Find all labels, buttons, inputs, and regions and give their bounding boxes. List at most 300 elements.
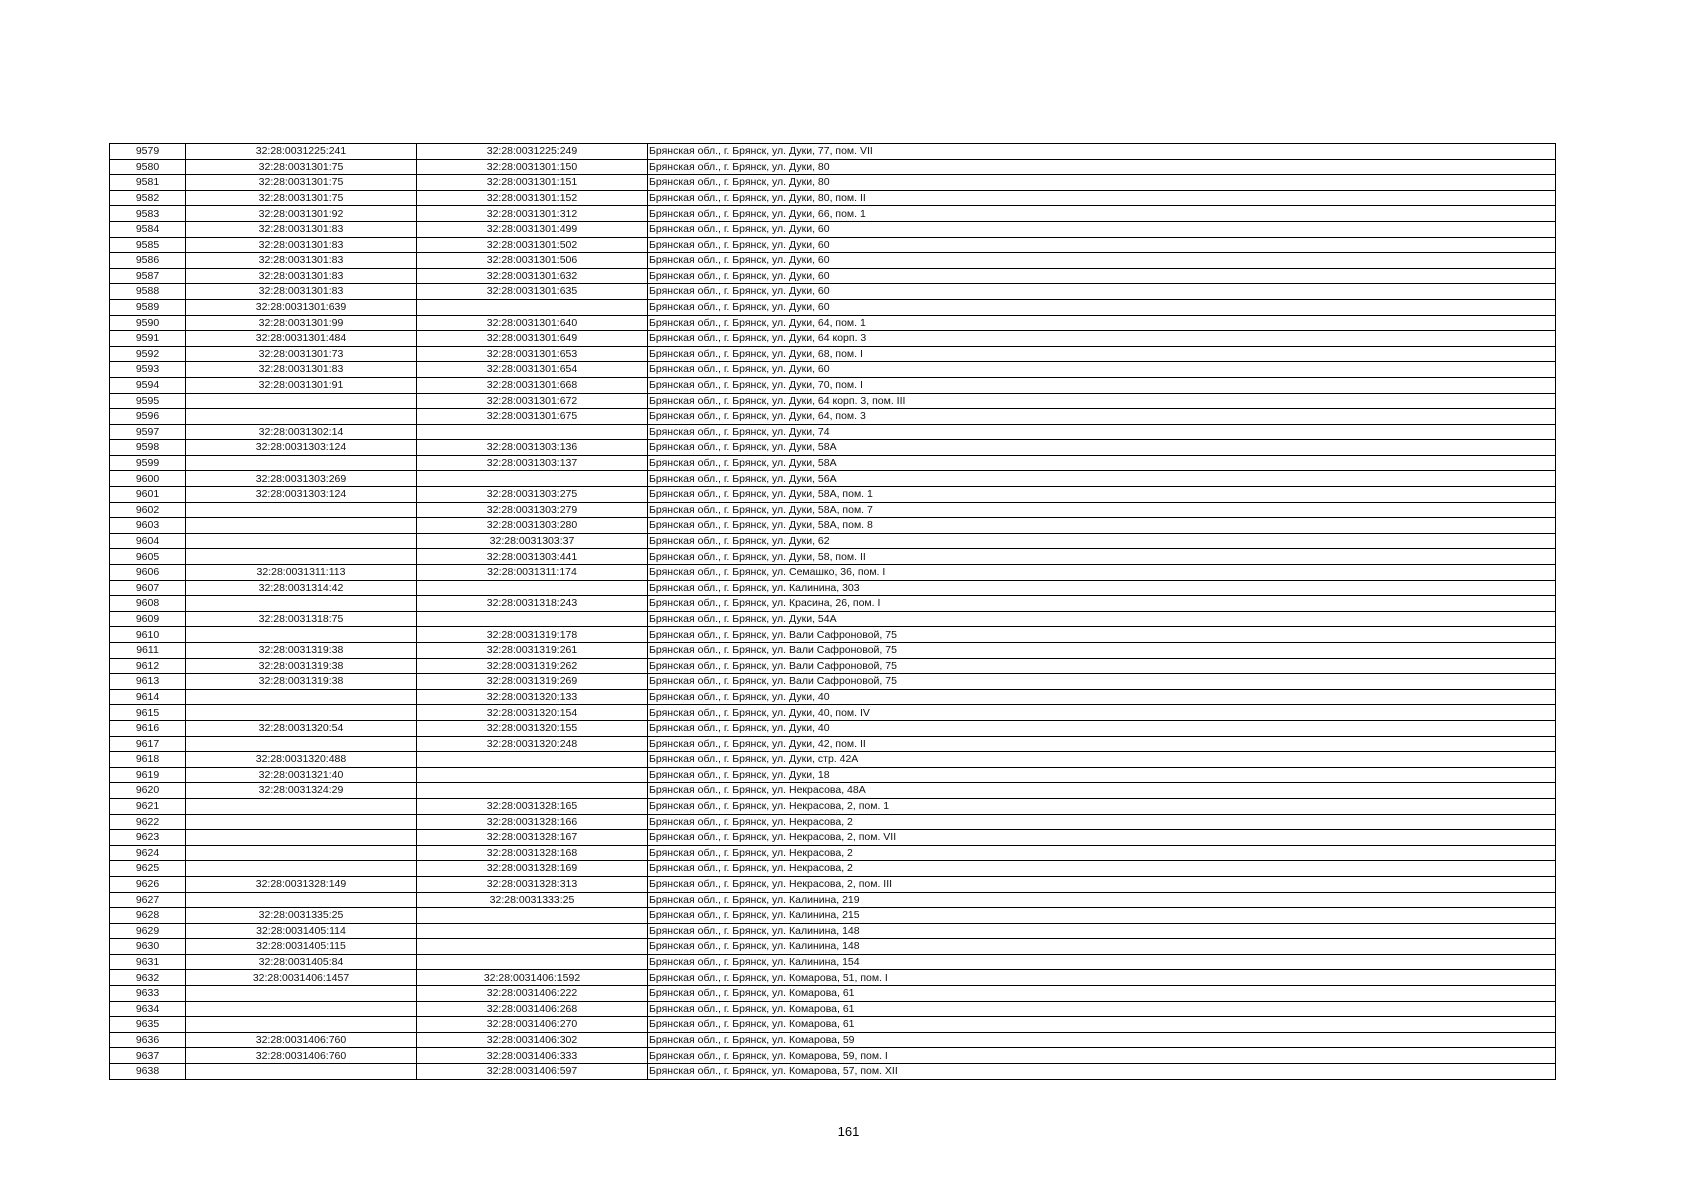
table-row (110, 549, 1556, 565)
parent-cadastral-number-cell (186, 689, 417, 705)
cadastral-number-cell: 32:28:0031328:169 (417, 861, 648, 877)
address-cell: Брянская обл., г. Брянск, ул. Дуки, 60 (648, 237, 1556, 253)
address-cell: Брянская обл., г. Брянск, ул. Семашко, 36, пом. I (648, 565, 1556, 581)
table-row (110, 798, 1556, 814)
row-number-cell: 9583 (110, 206, 186, 222)
cadastral-number-cell: 32:28:0031319:178 (417, 627, 648, 643)
table-row (110, 455, 1556, 471)
address-cell: Брянская обл., г. Брянск, ул. Комарова, 61 (648, 1001, 1556, 1017)
row-number-cell: 9584 (110, 221, 186, 237)
cadastral-number-cell: 32:28:0031320:154 (417, 705, 648, 721)
address-cell: Брянская обл., г. Брянск, ул. Дуки, 60 (648, 284, 1556, 300)
row-number-cell: 9607 (110, 580, 186, 596)
row-number-cell: 9630 (110, 939, 186, 955)
row-number-cell: 9609 (110, 611, 186, 627)
cadastral-number-cell: 32:28:0031303:136 (417, 440, 648, 456)
address-cell: Брянская обл., г. Брянск, ул. Вали Сафроновой, 75 (648, 658, 1556, 674)
row-number-cell: 9603 (110, 518, 186, 534)
address-cell: Брянская обл., г. Брянск, ул. Дуки, 60 (648, 253, 1556, 269)
row-number-cell: 9617 (110, 736, 186, 752)
parent-cadastral-number-cell: 32:28:0031301:83 (186, 237, 417, 253)
row-number-cell: 9579 (110, 144, 186, 160)
address-cell: Брянская обл., г. Брянск, ул. Вали Сафроновой, 75 (648, 627, 1556, 643)
address-cell: Брянская обл., г. Брянск, ул. Калинина, 154 (648, 954, 1556, 970)
table-row (110, 643, 1556, 659)
parent-cadastral-number-cell: 32:28:0031301:91 (186, 377, 417, 393)
parent-cadastral-number-cell: 32:28:0031301:83 (186, 268, 417, 284)
address-cell: Брянская обл., г. Брянск, ул. Дуки, 80 (648, 159, 1556, 175)
parent-cadastral-number-cell: 32:28:0031303:124 (186, 440, 417, 456)
row-number-cell: 9588 (110, 284, 186, 300)
address-cell: Брянская обл., г. Брянск, ул. Некрасова, 2 (648, 814, 1556, 830)
row-number-cell: 9635 (110, 1017, 186, 1033)
address-cell: Брянская обл., г. Брянск, ул. Дуки, 60 (648, 299, 1556, 315)
registry-table-body (110, 144, 1556, 1080)
table-row (110, 471, 1556, 487)
cadastral-number-cell: 32:28:0031225:249 (417, 144, 648, 160)
cadastral-number-cell (417, 767, 648, 783)
row-number-cell: 9605 (110, 549, 186, 565)
address-cell: Брянская обл., г. Брянск, ул. Комарова, 51, пом. I (648, 970, 1556, 986)
row-number-cell: 9590 (110, 315, 186, 331)
cadastral-number-cell: 32:28:0031319:269 (417, 674, 648, 690)
table-row (110, 175, 1556, 191)
parent-cadastral-number-cell (186, 502, 417, 518)
cadastral-number-cell: 32:28:0031301:152 (417, 190, 648, 206)
address-cell: Брянская обл., г. Брянск, ул. Калинина, 148 (648, 939, 1556, 955)
row-number-cell: 9604 (110, 533, 186, 549)
table-row (110, 237, 1556, 253)
parent-cadastral-number-cell (186, 705, 417, 721)
table-row (110, 533, 1556, 549)
address-cell: Брянская обл., г. Брянск, ул. Некрасова, 2, пом. III (648, 876, 1556, 892)
parent-cadastral-number-cell: 32:28:0031406:760 (186, 1032, 417, 1048)
parent-cadastral-number-cell: 32:28:0031301:92 (186, 206, 417, 222)
row-number-cell: 9589 (110, 299, 186, 315)
table-row (110, 986, 1556, 1002)
table-row (110, 221, 1556, 237)
address-cell: Брянская обл., г. Брянск, ул. Комарова, 57, пом. XII (648, 1064, 1556, 1080)
row-number-cell: 9580 (110, 159, 186, 175)
row-number-cell: 9608 (110, 596, 186, 612)
address-cell: Брянская обл., г. Брянск, ул. Дуки, 40, пом. IV (648, 705, 1556, 721)
table-row (110, 892, 1556, 908)
address-cell: Брянская обл., г. Брянск, ул. Дуки, 64, пом. 1 (648, 315, 1556, 331)
cadastral-number-cell: 32:28:0031303:275 (417, 487, 648, 503)
row-number-cell: 9612 (110, 658, 186, 674)
cadastral-number-cell (417, 923, 648, 939)
parent-cadastral-number-cell: 32:28:0031301:83 (186, 284, 417, 300)
row-number-cell: 9591 (110, 331, 186, 347)
address-cell: Брянская обл., г. Брянск, ул. Некрасова, 2, пом. 1 (648, 798, 1556, 814)
table-row (110, 923, 1556, 939)
parent-cadastral-number-cell: 32:28:0031301:83 (186, 253, 417, 269)
row-number-cell: 9601 (110, 487, 186, 503)
row-number-cell: 9622 (110, 814, 186, 830)
table-row (110, 1032, 1556, 1048)
cadastral-number-cell: 32:28:0031320:248 (417, 736, 648, 752)
parent-cadastral-number-cell (186, 986, 417, 1002)
table-row (110, 315, 1556, 331)
row-number-cell: 9621 (110, 798, 186, 814)
parent-cadastral-number-cell: 32:28:0031319:38 (186, 658, 417, 674)
cadastral-number-cell: 32:28:0031328:167 (417, 830, 648, 846)
parent-cadastral-number-cell: 32:28:0031301:75 (186, 190, 417, 206)
table-row (110, 580, 1556, 596)
address-cell: Брянская обл., г. Брянск, ул. Дуки, 60 (648, 268, 1556, 284)
row-number-cell: 9623 (110, 830, 186, 846)
cadastral-number-cell: 32:28:0031301:649 (417, 331, 648, 347)
cadastral-number-cell: 32:28:0031301:635 (417, 284, 648, 300)
row-number-cell: 9620 (110, 783, 186, 799)
table-row (110, 268, 1556, 284)
table-row (110, 939, 1556, 955)
table-row (110, 331, 1556, 347)
parent-cadastral-number-cell (186, 409, 417, 425)
table-row (110, 206, 1556, 222)
row-number-cell: 9632 (110, 970, 186, 986)
cadastral-number-cell: 32:28:0031301:632 (417, 268, 648, 284)
row-number-cell: 9602 (110, 502, 186, 518)
cadastral-number-cell: 32:28:0031301:506 (417, 253, 648, 269)
cadastral-number-cell: 32:28:0031301:150 (417, 159, 648, 175)
parent-cadastral-number-cell: 32:28:0031405:84 (186, 954, 417, 970)
table-row (110, 393, 1556, 409)
row-number-cell: 9636 (110, 1032, 186, 1048)
address-cell: Брянская обл., г. Брянск, ул. Дуки, 68, пом. I (648, 346, 1556, 362)
table-row (110, 845, 1556, 861)
address-cell: Брянская обл., г. Брянск, ул. Дуки, 58А, пом. 1 (648, 487, 1556, 503)
cadastral-number-cell (417, 580, 648, 596)
cadastral-number-cell: 32:28:0031328:165 (417, 798, 648, 814)
address-cell: Брянская обл., г. Брянск, ул. Дуки, 64 корп. 3, пом. III (648, 393, 1556, 409)
parent-cadastral-number-cell (186, 830, 417, 846)
parent-cadastral-number-cell: 32:28:0031405:115 (186, 939, 417, 955)
table-row (110, 954, 1556, 970)
parent-cadastral-number-cell (186, 861, 417, 877)
row-number-cell: 9606 (110, 565, 186, 581)
row-number-cell: 9596 (110, 409, 186, 425)
parent-cadastral-number-cell: 32:28:0031335:25 (186, 908, 417, 924)
parent-cadastral-number-cell: 32:28:0031303:124 (186, 487, 417, 503)
parent-cadastral-number-cell (186, 596, 417, 612)
row-number-cell: 9629 (110, 923, 186, 939)
address-cell: Брянская обл., г. Брянск, ул. Дуки, 58, пом. II (648, 549, 1556, 565)
address-cell: Брянская обл., г. Брянск, ул. Дуки, 74 (648, 424, 1556, 440)
parent-cadastral-number-cell (186, 814, 417, 830)
cadastral-number-cell: 32:28:0031406:268 (417, 1001, 648, 1017)
row-number-cell: 9638 (110, 1064, 186, 1080)
table-row (110, 377, 1556, 393)
table-row (110, 346, 1556, 362)
parent-cadastral-number-cell (186, 533, 417, 549)
cadastral-number-cell (417, 752, 648, 768)
cadastral-number-cell: 32:28:0031406:302 (417, 1032, 648, 1048)
cadastral-number-cell: 32:28:0031406:333 (417, 1048, 648, 1064)
cadastral-number-cell: 32:28:0031301:668 (417, 377, 648, 393)
row-number-cell: 9626 (110, 876, 186, 892)
row-number-cell: 9614 (110, 689, 186, 705)
table-row (110, 783, 1556, 799)
row-number-cell: 9582 (110, 190, 186, 206)
table-row (110, 752, 1556, 768)
parent-cadastral-number-cell: 32:28:0031301:75 (186, 175, 417, 191)
row-number-cell: 9586 (110, 253, 186, 269)
parent-cadastral-number-cell (186, 1001, 417, 1017)
address-cell: Брянская обл., г. Брянск, ул. Дуки, 58А, пом. 8 (648, 518, 1556, 534)
row-number-cell: 9598 (110, 440, 186, 456)
address-cell: Брянская обл., г. Брянск, ул. Дуки, 40 (648, 720, 1556, 736)
table-row (110, 658, 1556, 674)
parent-cadastral-number-cell: 32:28:0031319:38 (186, 674, 417, 690)
address-cell: Брянская обл., г. Брянск, ул. Дуки, 60 (648, 221, 1556, 237)
row-number-cell: 9618 (110, 752, 186, 768)
cadastral-number-cell: 32:28:0031301:151 (417, 175, 648, 191)
table-row (110, 814, 1556, 830)
table-row (110, 736, 1556, 752)
cadastral-number-cell: 32:28:0031319:261 (417, 643, 648, 659)
address-cell: Брянская обл., г. Брянск, ул. Вали Сафроновой, 75 (648, 674, 1556, 690)
address-cell: Брянская обл., г. Брянск, ул. Некрасова, 2, пом. VII (648, 830, 1556, 846)
table-row (110, 409, 1556, 425)
address-cell: Брянская обл., г. Брянск, ул. Дуки, 77, пом. VII (648, 144, 1556, 160)
cadastral-number-cell: 32:28:0031319:262 (417, 658, 648, 674)
row-number-cell: 9619 (110, 767, 186, 783)
cadastral-number-cell: 32:28:0031406:1592 (417, 970, 648, 986)
cadastral-number-cell: 32:28:0031301:640 (417, 315, 648, 331)
table-row (110, 1048, 1556, 1064)
cadastral-number-cell (417, 954, 648, 970)
parent-cadastral-number-cell (186, 736, 417, 752)
parent-cadastral-number-cell (186, 627, 417, 643)
table-row (110, 440, 1556, 456)
address-cell: Брянская обл., г. Брянск, ул. Дуки, 62 (648, 533, 1556, 549)
row-number-cell: 9595 (110, 393, 186, 409)
table-row (110, 908, 1556, 924)
parent-cadastral-number-cell: 32:28:0031311:113 (186, 565, 417, 581)
address-cell: Брянская обл., г. Брянск, ул. Калинина, 215 (648, 908, 1556, 924)
parent-cadastral-number-cell: 32:28:0031328:149 (186, 876, 417, 892)
cadastral-number-cell (417, 783, 648, 799)
row-number-cell: 9610 (110, 627, 186, 643)
parent-cadastral-number-cell: 32:28:0031319:38 (186, 643, 417, 659)
address-cell: Брянская обл., г. Брянск, ул. Дуки, 42, пом. II (648, 736, 1556, 752)
registry-table (109, 143, 1556, 1080)
address-cell: Брянская обл., г. Брянск, ул. Калинина, 148 (648, 923, 1556, 939)
address-cell: Брянская обл., г. Брянск, ул. Некрасова, 2 (648, 845, 1556, 861)
row-number-cell: 9616 (110, 720, 186, 736)
address-cell: Брянская обл., г. Брянск, ул. Комарова, 61 (648, 1017, 1556, 1033)
table-row (110, 861, 1556, 877)
table-row (110, 970, 1556, 986)
cadastral-number-cell (417, 908, 648, 924)
address-cell: Брянская обл., г. Брянск, ул. Дуки, 58А, пом. 7 (648, 502, 1556, 518)
table-row (110, 487, 1556, 503)
row-number-cell: 9593 (110, 362, 186, 378)
table-row (110, 1064, 1556, 1080)
cadastral-number-cell (417, 939, 648, 955)
cadastral-number-cell: 32:28:0031301:654 (417, 362, 648, 378)
parent-cadastral-number-cell: 32:28:0031406:760 (186, 1048, 417, 1064)
address-cell: Брянская обл., г. Брянск, ул. Дуки, 54А (648, 611, 1556, 627)
table-row (110, 253, 1556, 269)
table-row (110, 767, 1556, 783)
table-row (110, 518, 1556, 534)
cadastral-number-cell: 32:28:0031328:313 (417, 876, 648, 892)
table-row (110, 876, 1556, 892)
parent-cadastral-number-cell: 32:28:0031320:54 (186, 720, 417, 736)
address-cell: Брянская обл., г. Брянск, ул. Дуки, 40 (648, 689, 1556, 705)
cadastral-number-cell: 32:28:0031301:502 (417, 237, 648, 253)
row-number-cell: 9613 (110, 674, 186, 690)
address-cell: Брянская обл., г. Брянск, ул. Комарова, 61 (648, 986, 1556, 1002)
cadastral-number-cell: 32:28:0031320:155 (417, 720, 648, 736)
table-row (110, 190, 1556, 206)
cadastral-number-cell: 32:28:0031301:312 (417, 206, 648, 222)
table-row (110, 144, 1556, 160)
address-cell: Брянская обл., г. Брянск, ул. Вали Сафроновой, 75 (648, 643, 1556, 659)
address-cell: Брянская обл., г. Брянск, ул. Комарова, 59, пом. I (648, 1048, 1556, 1064)
table-row (110, 565, 1556, 581)
table-row (110, 1001, 1556, 1017)
cadastral-number-cell: 32:28:0031406:270 (417, 1017, 648, 1033)
cadastral-number-cell: 32:28:0031303:441 (417, 549, 648, 565)
row-number-cell: 9600 (110, 471, 186, 487)
row-number-cell: 9585 (110, 237, 186, 253)
parent-cadastral-number-cell: 32:28:0031301:99 (186, 315, 417, 331)
table-row (110, 705, 1556, 721)
cadastral-number-cell: 32:28:0031311:174 (417, 565, 648, 581)
cadastral-number-cell: 32:28:0031328:168 (417, 845, 648, 861)
table-row (110, 424, 1556, 440)
address-cell: Брянская обл., г. Брянск, ул. Дуки, 64, пом. 3 (648, 409, 1556, 425)
cadastral-number-cell: 32:28:0031406:597 (417, 1064, 648, 1080)
cadastral-number-cell: 32:28:0031328:166 (417, 814, 648, 830)
cadastral-number-cell: 32:28:0031301:653 (417, 346, 648, 362)
address-cell: Брянская обл., г. Брянск, ул. Красина, 26, пом. I (648, 596, 1556, 612)
parent-cadastral-number-cell: 32:28:0031301:484 (186, 331, 417, 347)
parent-cadastral-number-cell: 32:28:0031301:639 (186, 299, 417, 315)
row-number-cell: 9628 (110, 908, 186, 924)
row-number-cell: 9599 (110, 455, 186, 471)
row-number-cell: 9611 (110, 643, 186, 659)
cadastral-number-cell: 32:28:0031301:499 (417, 221, 648, 237)
table-row (110, 362, 1556, 378)
parent-cadastral-number-cell: 32:28:0031301:83 (186, 221, 417, 237)
table-row (110, 596, 1556, 612)
address-cell: Брянская обл., г. Брянск, ул. Некрасова, 2 (648, 861, 1556, 877)
table-row (110, 299, 1556, 315)
address-cell: Брянская обл., г. Брянск, ул. Дуки, 64 корп. 3 (648, 331, 1556, 347)
parent-cadastral-number-cell (186, 1064, 417, 1080)
cadastral-number-cell: 32:28:0031318:243 (417, 596, 648, 612)
parent-cadastral-number-cell (186, 1017, 417, 1033)
cadastral-number-cell (417, 611, 648, 627)
address-cell: Брянская обл., г. Брянск, ул. Калинина, 219 (648, 892, 1556, 908)
parent-cadastral-number-cell (186, 393, 417, 409)
row-number-cell: 9633 (110, 986, 186, 1002)
parent-cadastral-number-cell (186, 892, 417, 908)
parent-cadastral-number-cell: 32:28:0031318:75 (186, 611, 417, 627)
address-cell: Брянская обл., г. Брянск, ул. Дуки, 60 (648, 362, 1556, 378)
cadastral-number-cell: 32:28:0031406:222 (417, 986, 648, 1002)
cadastral-number-cell: 32:28:0031320:133 (417, 689, 648, 705)
cadastral-number-cell: 32:28:0031301:675 (417, 409, 648, 425)
parent-cadastral-number-cell: 32:28:0031324:29 (186, 783, 417, 799)
address-cell: Брянская обл., г. Брянск, ул. Дуки, 80, пом. II (648, 190, 1556, 206)
address-cell: Брянская обл., г. Брянск, ул. Дуки, 70, пом. I (648, 377, 1556, 393)
address-cell: Брянская обл., г. Брянск, ул. Дуки, 66, пом. 1 (648, 206, 1556, 222)
address-cell: Брянская обл., г. Брянск, ул. Дуки, 18 (648, 767, 1556, 783)
parent-cadastral-number-cell (186, 845, 417, 861)
address-cell: Брянская обл., г. Брянск, ул. Некрасова, 48А (648, 783, 1556, 799)
table-row (110, 830, 1556, 846)
parent-cadastral-number-cell (186, 518, 417, 534)
row-number-cell: 9615 (110, 705, 186, 721)
row-number-cell: 9592 (110, 346, 186, 362)
parent-cadastral-number-cell: 32:28:0031301:75 (186, 159, 417, 175)
parent-cadastral-number-cell: 32:28:0031301:83 (186, 362, 417, 378)
table-row (110, 611, 1556, 627)
cadastral-number-cell: 32:28:0031303:37 (417, 533, 648, 549)
row-number-cell: 9625 (110, 861, 186, 877)
parent-cadastral-number-cell: 32:28:0031303:269 (186, 471, 417, 487)
row-number-cell: 9597 (110, 424, 186, 440)
address-cell: Брянская обл., г. Брянск, ул. Комарова, 59 (648, 1032, 1556, 1048)
row-number-cell: 9634 (110, 1001, 186, 1017)
row-number-cell: 9627 (110, 892, 186, 908)
row-number-cell: 9631 (110, 954, 186, 970)
cadastral-number-cell: 32:28:0031303:280 (417, 518, 648, 534)
table-row (110, 689, 1556, 705)
address-cell: Брянская обл., г. Брянск, ул. Дуки, 80 (648, 175, 1556, 191)
table-row (110, 627, 1556, 643)
parent-cadastral-number-cell: 32:28:0031302:14 (186, 424, 417, 440)
row-number-cell: 9624 (110, 845, 186, 861)
row-number-cell: 9594 (110, 377, 186, 393)
cadastral-number-cell: 32:28:0031301:672 (417, 393, 648, 409)
address-cell: Брянская обл., г. Брянск, ул. Дуки, стр. 42А (648, 752, 1556, 768)
cadastral-number-cell: 32:28:0031303:137 (417, 455, 648, 471)
cadastral-number-cell: 32:28:0031333:25 (417, 892, 648, 908)
parent-cadastral-number-cell: 32:28:0031321:40 (186, 767, 417, 783)
parent-cadastral-number-cell (186, 798, 417, 814)
table-row (110, 1017, 1556, 1033)
parent-cadastral-number-cell (186, 549, 417, 565)
parent-cadastral-number-cell: 32:28:0031320:488 (186, 752, 417, 768)
parent-cadastral-number-cell: 32:28:0031406:1457 (186, 970, 417, 986)
address-cell: Брянская обл., г. Брянск, ул. Дуки, 58А (648, 455, 1556, 471)
address-cell: Брянская обл., г. Брянск, ул. Калинина, 303 (648, 580, 1556, 596)
table-row (110, 284, 1556, 300)
cadastral-number-cell (417, 424, 648, 440)
address-cell: Брянская обл., г. Брянск, ул. Дуки, 56А (648, 471, 1556, 487)
row-number-cell: 9587 (110, 268, 186, 284)
table-row (110, 502, 1556, 518)
row-number-cell: 9637 (110, 1048, 186, 1064)
cadastral-number-cell: 32:28:0031303:279 (417, 502, 648, 518)
table-row (110, 720, 1556, 736)
parent-cadastral-number-cell: 32:28:0031405:114 (186, 923, 417, 939)
parent-cadastral-number-cell: 32:28:0031301:73 (186, 346, 417, 362)
parent-cadastral-number-cell: 32:28:0031314:42 (186, 580, 417, 596)
table-row (110, 159, 1556, 175)
cadastral-number-cell (417, 299, 648, 315)
parent-cadastral-number-cell: 32:28:0031225:241 (186, 144, 417, 160)
address-cell: Брянская обл., г. Брянск, ул. Дуки, 58А (648, 440, 1556, 456)
cadastral-number-cell (417, 471, 648, 487)
table-row (110, 674, 1556, 690)
